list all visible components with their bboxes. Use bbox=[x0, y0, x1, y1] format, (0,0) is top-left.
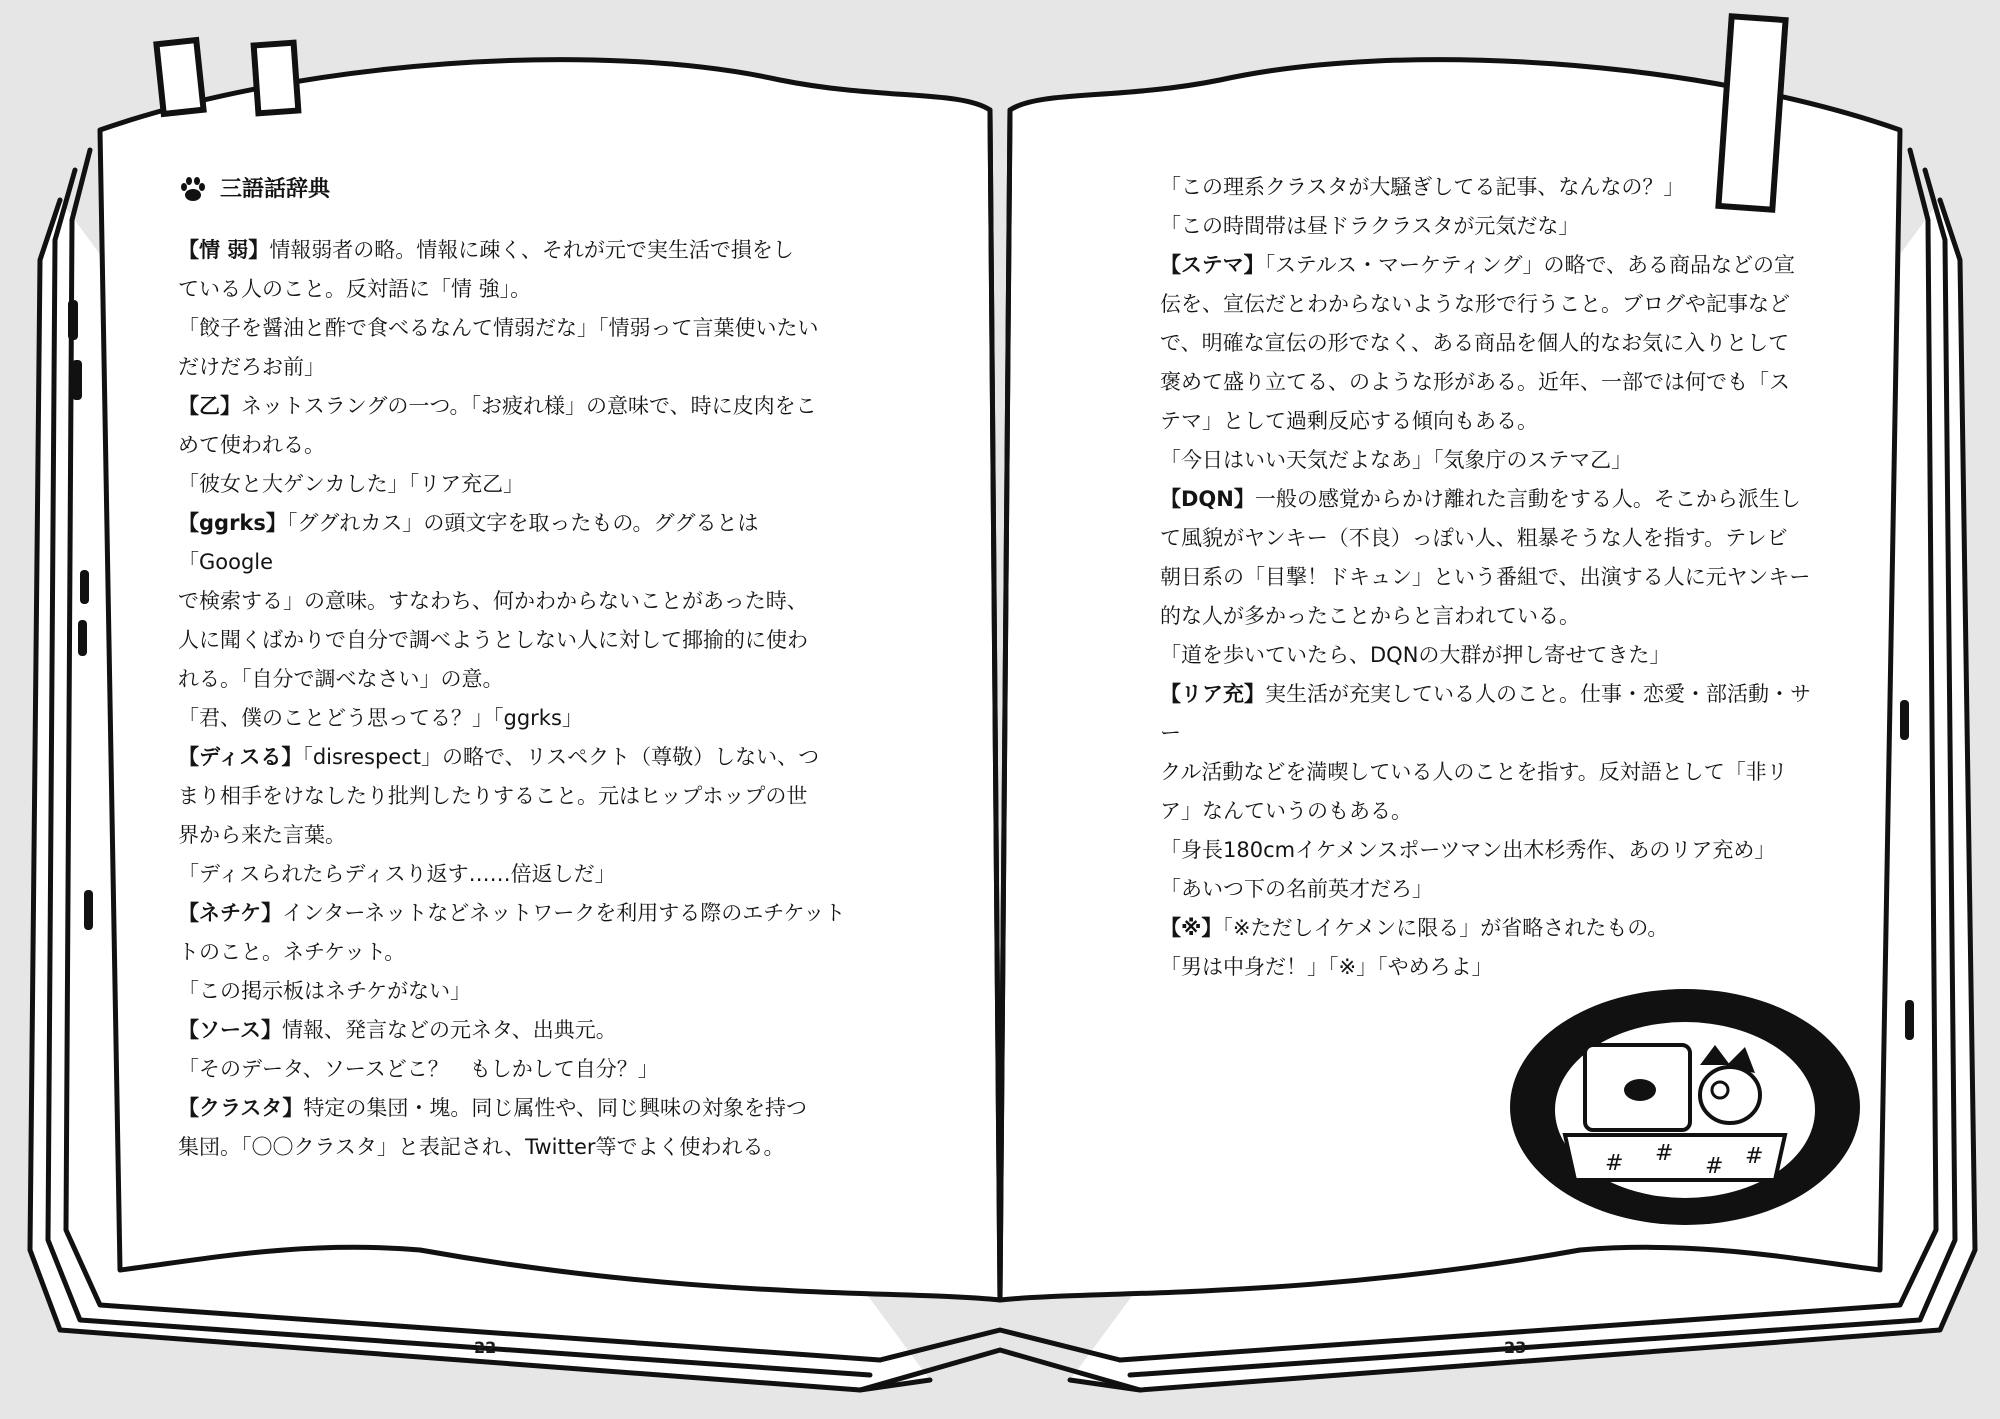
entry-term: 【ネチケ】 bbox=[178, 901, 283, 925]
page-number-left: 22 bbox=[474, 1338, 497, 1357]
entry-text: トのこと。ネチケット。 bbox=[178, 940, 406, 964]
entry-line bbox=[1160, 870, 1824, 909]
entry-line bbox=[178, 738, 846, 777]
entry-line bbox=[1160, 246, 1824, 285]
entry-line bbox=[178, 894, 846, 933]
entry-text: 的な人が多かったことからと言われている。 bbox=[1160, 604, 1580, 628]
entry-line bbox=[1160, 324, 1824, 363]
entry-line bbox=[1160, 519, 1824, 558]
entry-text: 「あいつ下の名前英才だろ」 bbox=[1160, 877, 1433, 901]
entry-text: 「道を歩いていたら、DQNの大群が押し寄せてきた」 bbox=[1160, 643, 1671, 667]
entry-text: 「この理系クラスタが大騒ぎしてる記事、なんなの？」 bbox=[1160, 175, 1685, 199]
paw-icon bbox=[178, 175, 208, 205]
entry-term: 【クラスタ】 bbox=[178, 1096, 304, 1120]
entry-text: 「※ただしイケメンに限る」が省略されたもの。 bbox=[1222, 916, 1669, 940]
entry-line bbox=[1160, 948, 1824, 987]
entry-text: ネットスラングの一つ。「お疲れ様」の意味で、時に皮肉をこ bbox=[241, 394, 817, 418]
entry-text: 「ググれカス」の頭文字を取ったもの。ググるとは「Google bbox=[178, 511, 759, 574]
entry-line bbox=[178, 1050, 846, 1089]
entry-line bbox=[1160, 363, 1824, 402]
entry-line bbox=[178, 972, 846, 1011]
entry-line bbox=[1160, 753, 1824, 792]
entry-text: 「この時間帯は昼ドラクラスタが元気だな」 bbox=[1160, 214, 1580, 238]
entry-text: インターネットなどネットワークを利用する際のエチケット bbox=[282, 901, 846, 925]
entry-text: 「disrespect」の略で、リスペクト（尊敬）しない、つ bbox=[302, 745, 820, 769]
entry-line bbox=[1160, 636, 1824, 675]
entry-text: 「君、僕のことどう思ってる？」「ggrks」 bbox=[178, 706, 583, 730]
entry-text: れる。「自分で調べなさい」の意。 bbox=[178, 667, 504, 691]
entry-text: 朝日系の「目撃！ドキュン」という番組で、出演する人に元ヤンキー bbox=[1160, 565, 1811, 589]
entry-term: 【ステマ】 bbox=[1160, 253, 1265, 277]
entry-term: 【ディスる】 bbox=[178, 745, 303, 769]
cat-at-computer-illustration bbox=[1505, 985, 1865, 1230]
page-number-right: 23 bbox=[1504, 1338, 1527, 1357]
entry-line bbox=[178, 387, 846, 426]
entry-line bbox=[1160, 441, 1824, 480]
entry-text: まり相手をけなしたり批判したりすること。元はヒップホップの世 bbox=[178, 784, 808, 808]
entry-text: 集団。「〇〇クラスタ」と表記され、Twitter等でよく使われる。 bbox=[178, 1135, 785, 1159]
entry-text: 「身長180cmイケメンスポーツマン出木杉秀作、あのリア充め」 bbox=[1160, 838, 1776, 862]
entry-text: 「ステルス・マーケティング」の略で、ある商品などの宣 bbox=[1264, 253, 1796, 277]
entry-term: 【ggrks】 bbox=[178, 511, 287, 535]
entry-text: 「そのデータ、ソースどこ？ もしかして自分？」 bbox=[178, 1057, 659, 1081]
entry-text: 界から来た言葉。 bbox=[178, 823, 346, 847]
left-page-content bbox=[178, 170, 846, 1167]
entry-text: めて使われる。 bbox=[178, 433, 325, 457]
entry-line bbox=[178, 855, 846, 894]
entry-term: 【情 弱】 bbox=[178, 238, 270, 262]
entry-line bbox=[178, 309, 846, 348]
entry-line bbox=[178, 699, 846, 738]
entry-line bbox=[1160, 168, 1824, 207]
left-entry-list bbox=[178, 231, 846, 1167]
entry-text: 「今日はいい天気だよなあ」「気象庁のステマ乙」 bbox=[1160, 448, 1633, 472]
entry-term: 【※】 bbox=[1160, 916, 1223, 940]
entry-line bbox=[1160, 207, 1824, 246]
entry-text: クル活動などを満喫している人のことを指す。反対語として「非リ bbox=[1160, 760, 1788, 784]
entry-text: 「ディスられたらディスり返す……倍返しだ」 bbox=[178, 862, 616, 886]
entry-line bbox=[1160, 792, 1824, 831]
entry-text: 人に聞くばかりで自分で調べようとしない人に対して揶揄的に使わ bbox=[178, 628, 808, 652]
entry-text: 「この掲示板はネチケがない」 bbox=[178, 979, 472, 1003]
page-heading bbox=[178, 170, 846, 209]
svg-text:#: # bbox=[1705, 1154, 1724, 1179]
entry-text: 一般の感覚からかけ離れた言動をする人。そこから派生し bbox=[1254, 487, 1801, 511]
dictionary-title: 三語話辞典 bbox=[220, 177, 331, 202]
entry-line bbox=[178, 777, 846, 816]
entry-text: ている人のこと。反対語に「情 強」。 bbox=[178, 277, 532, 301]
entry-line bbox=[178, 270, 846, 309]
entry-text: で、明確な宣伝の形でなく、ある商品を個人的なお気に入りとして bbox=[1160, 331, 1790, 355]
entry-term: 【ソース】 bbox=[178, 1018, 282, 1042]
entry-line bbox=[178, 1089, 846, 1128]
svg-text:#: # bbox=[1655, 1141, 1674, 1166]
entry-line bbox=[178, 1128, 846, 1167]
svg-text:#: # bbox=[1745, 1144, 1764, 1169]
entry-line bbox=[1160, 831, 1824, 870]
entry-line bbox=[1160, 675, 1824, 753]
entry-line bbox=[178, 1011, 846, 1050]
entry-line bbox=[178, 660, 846, 699]
entry-line bbox=[178, 465, 846, 504]
entry-line bbox=[1160, 558, 1824, 597]
entry-line bbox=[1160, 909, 1824, 948]
entry-line bbox=[178, 231, 846, 270]
entry-text: 特定の集団・塊。同じ属性や、同じ興味の対象を持つ bbox=[303, 1096, 807, 1120]
entry-text: 情報弱者の略。情報に疎く、それが元で実生活で損をし bbox=[269, 238, 794, 262]
entry-text: 「餃子を醤油と酢で食べるなんて情弱だな」「情弱って言葉使いたい bbox=[178, 316, 819, 340]
entry-line bbox=[1160, 597, 1824, 636]
entry-line bbox=[178, 933, 846, 972]
entry-term: 【リア充】 bbox=[1160, 682, 1265, 706]
entry-text: 褒めて盛り立てる、のような形がある。近年、一部では何でも「ス bbox=[1160, 370, 1790, 394]
entry-line bbox=[178, 426, 846, 465]
entry-text: 「彼女と大ゲンカした」「リア充乙」 bbox=[178, 472, 525, 496]
right-entry-list bbox=[1160, 168, 1824, 987]
entry-line bbox=[1160, 480, 1824, 519]
entry-line bbox=[178, 348, 846, 387]
entry-text: 情報、発言などの元ネタ、出典元。 bbox=[281, 1018, 617, 1042]
entry-line bbox=[1160, 285, 1824, 324]
entry-line bbox=[178, 582, 846, 621]
entry-text: で検索する」の意味。すなわち、何かわからないことがあった時、 bbox=[178, 589, 808, 613]
entry-text: テマ」として過剰反応する傾向もある。 bbox=[1160, 409, 1538, 433]
entry-line bbox=[1160, 402, 1824, 441]
entry-term: 【乙】 bbox=[178, 394, 241, 418]
entry-text: 「男は中身だ！」「※」「やめろよ」 bbox=[1160, 955, 1493, 979]
entry-text: だけだろお前」 bbox=[178, 355, 325, 379]
entry-text: 実生活が充実している人のこと。仕事・恋愛・部活動・サー bbox=[1160, 682, 1811, 745]
right-page-content bbox=[1160, 168, 1824, 987]
entry-text: ア」なんていうのもある。 bbox=[1160, 799, 1412, 823]
entry-text: て風貌がヤンキー（不良）っぽい人、粗暴そうな人を指す。テレビ bbox=[1160, 526, 1788, 550]
entry-line bbox=[178, 621, 846, 660]
entry-term: 【DQN】 bbox=[1160, 487, 1255, 511]
entry-line bbox=[178, 504, 846, 582]
entry-text: 伝を、宣伝だとわからないような形で行うこと。ブログや記事など bbox=[1160, 292, 1790, 316]
entry-line bbox=[178, 816, 846, 855]
svg-text:#: # bbox=[1605, 1151, 1624, 1176]
